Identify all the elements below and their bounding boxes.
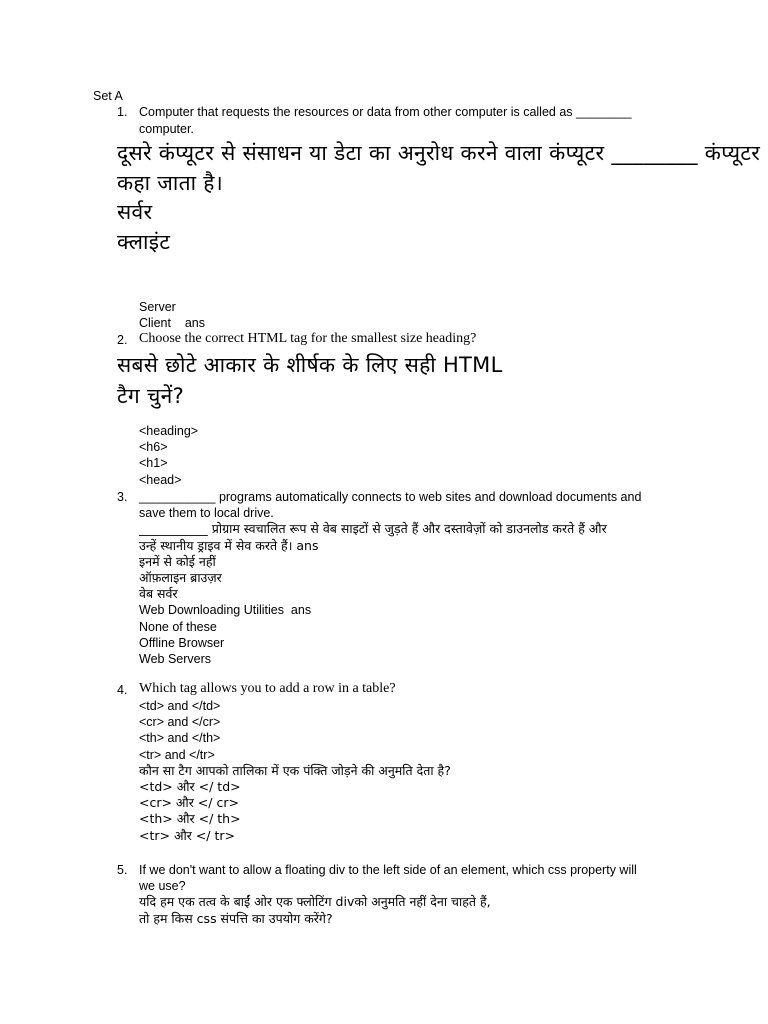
- question-2-number: 2.: [117, 333, 128, 347]
- question-4-hindi-text: कौन सा टैग आपको तालिका में एक पंक्ति जोड़ने की अनुमति देता है?: [139, 762, 451, 778]
- question-2-text: Choose the correct HTML tag for the smallest size heading?: [139, 331, 477, 346]
- question-5-body: [139, 862, 637, 927]
- question-3-option-2: None of these: [139, 619, 217, 634]
- question-4-hindi-option-3: <th> और </ th>: [139, 811, 241, 827]
- question-4-hindi-option-1: <td> और </ td>: [139, 779, 241, 795]
- question-3-line-6: ऑफ़लाइन ब्राउज़र: [139, 570, 222, 586]
- question-1-number: 1.: [117, 105, 128, 119]
- question-2-hindi-line-1: सबसे छोटे आकार के शीर्षक के लिए सही HTML: [117, 353, 503, 377]
- question-1-text-line-2: computer.: [139, 122, 194, 136]
- question-1-text-line-1: Computer that requests the resources or data from other computer is called as ________: [139, 105, 632, 119]
- question-3-option-4: Web Servers: [139, 652, 212, 667]
- question-4-number: 4.: [117, 683, 128, 697]
- question-3-number: 3.: [117, 490, 128, 504]
- question-5-line-3: यदि हम एक तत्व के बाईं ओर एक फ्लोटिंग divको अनुमति नहीं देना चाहते हैं,: [139, 894, 491, 910]
- question-1-hindi-option-1: सर्वर: [117, 200, 153, 224]
- question-5-line-1: If we don't want to allow a floating div to the left side of an element, which css property will: [139, 863, 637, 877]
- question-4-option-2: <cr> and </cr>: [139, 715, 221, 730]
- question-3-line-4: उन्हें स्थानीय ड्राइव में सेव करते हैं। ans: [139, 537, 319, 553]
- set-title: Set A: [93, 89, 123, 103]
- question-2-options: [139, 423, 198, 488]
- question-1-option-2: Client ans: [139, 316, 206, 330]
- question-4-hindi-option-2: <cr> और </ cr>: [139, 795, 239, 811]
- question-5-line-4: तो हम किस css संपत्ति का उपयोग करेंगे?: [139, 910, 333, 926]
- question-4-hindi-option-4: <tr> और </ tr>: [139, 827, 236, 843]
- question-3-body: [139, 489, 641, 667]
- question-1-hindi-line-1: दूसरे कंप्यूटर से संसाधन या डेटा का अनुरोध करने वाला कंप्यूटर ________ कंप्यूटर: [117, 141, 761, 165]
- question-2-option-4: <head>: [139, 472, 182, 487]
- question-3-line-1: ___________ programs automatically connects to web sites and download documents and: [139, 490, 642, 504]
- question-3-line-5: इनमें से कोई नहीं: [139, 553, 216, 569]
- question-5-line-2: we use?: [139, 879, 186, 894]
- question-4-option-1: <td> and </td>: [139, 699, 221, 713]
- question-3-option-3: Offline Browser: [139, 635, 225, 650]
- question-1-hindi-option-2: क्लाइंट: [117, 230, 171, 254]
- question-4-option-3: <th> and </th>: [139, 731, 221, 746]
- question-2-hindi-line-2: टैग चुनें?: [117, 384, 185, 408]
- question-1-option-1: Server: [139, 300, 176, 314]
- question-5-number: 5.: [117, 863, 128, 877]
- question-2-option-1: <heading>: [139, 424, 199, 438]
- question-1-hindi-line-2: कहा जाता है।: [117, 171, 224, 195]
- question-4-option-4: <tr> and </tr>: [139, 747, 215, 762]
- question-3-option-1: Web Downloading Utilities ans: [139, 603, 312, 618]
- question-3-line-2: save them to local drive.: [139, 506, 274, 521]
- question-3-line-3: ___________ प्रोग्राम स्वचालित रूप से वेब साइटों से जुड़ते हैं और दस्तावेज़ों को डाउनलोड करते हैं और: [139, 521, 607, 537]
- question-4-text: Which tag allows you to add a row in a table?: [139, 681, 396, 696]
- question-2-option-2: <h6>: [139, 440, 168, 455]
- question-2-option-3: <h1>: [139, 456, 168, 471]
- question-4-body: [139, 698, 451, 844]
- question-3-line-7: वेब सर्वर: [139, 586, 178, 602]
